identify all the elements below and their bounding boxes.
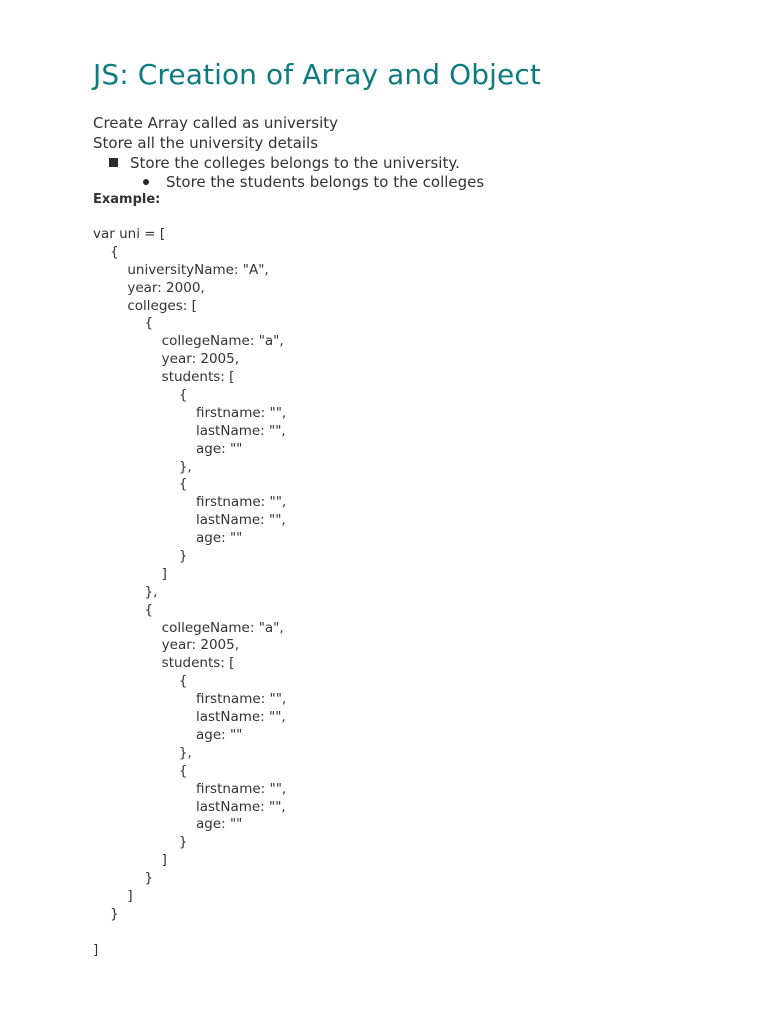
code-line: [93, 924, 286, 942]
bullet-text: Store the colleges belongs to the university.: [130, 154, 460, 172]
code-line: firstname: "",: [93, 404, 287, 421]
example-label: Example:: [93, 192, 161, 207]
code-line: firstname: "",: [93, 494, 287, 511]
intro-line: Create Array called as university: [93, 114, 339, 132]
code-line: lastName: "",: [93, 798, 286, 815]
code-line: firstname: "",: [93, 691, 287, 708]
round-bullet-icon: [143, 179, 149, 185]
bullet-item-level1: [109, 153, 460, 173]
code-line: universityName: "A",: [93, 261, 269, 278]
code-line: age: "": [93, 726, 243, 743]
code-line: year: 2005,: [93, 351, 240, 368]
code-line: lastName: "",: [93, 709, 286, 726]
code-line: students: [: [93, 369, 235, 386]
code-line: ]: [93, 565, 167, 582]
code-line: }: [93, 905, 119, 922]
code-line: lastName: "",: [93, 422, 286, 439]
code-line: {: [93, 243, 119, 260]
code-line: collegeName: "a",: [93, 619, 284, 636]
code-line: }: [93, 870, 154, 887]
code-line: ]: [93, 941, 99, 958]
code-line: firstname: "",: [93, 780, 287, 797]
code-line: colleges: [: [93, 297, 197, 314]
code-line: }: [93, 834, 188, 851]
bullet-item-level2: [143, 172, 484, 192]
code-line: age: "": [93, 440, 243, 457]
code-line: {: [93, 762, 188, 779]
code-block: [93, 226, 286, 960]
code-line: {: [93, 673, 188, 690]
code-line: ]: [93, 852, 167, 869]
code-line: },: [93, 458, 192, 475]
intro-text: [93, 113, 338, 153]
code-line: var uni = [: [93, 226, 166, 242]
code-line: {: [93, 315, 154, 332]
intro-line: Store all the university details: [93, 134, 319, 152]
code-line: ]: [93, 887, 133, 904]
code-line: },: [93, 583, 158, 600]
page-title: JS: Creation of Array and Object: [93, 58, 541, 91]
code-line: students: [: [93, 655, 235, 672]
bullet-text: Store the students belongs to the colleges: [166, 173, 485, 191]
code-line: age: "": [93, 816, 243, 833]
square-bullet-icon: [109, 158, 118, 167]
code-line: }: [93, 548, 188, 565]
code-line: {: [93, 476, 188, 493]
code-line: year: 2000,: [93, 279, 205, 296]
code-line: },: [93, 744, 192, 761]
code-line: age: "": [93, 530, 243, 547]
code-line: year: 2005,: [93, 637, 240, 654]
code-line: {: [93, 601, 154, 618]
code-line: lastName: "",: [93, 512, 286, 529]
code-line: {: [93, 387, 188, 404]
code-line: collegeName: "a",: [93, 333, 284, 350]
